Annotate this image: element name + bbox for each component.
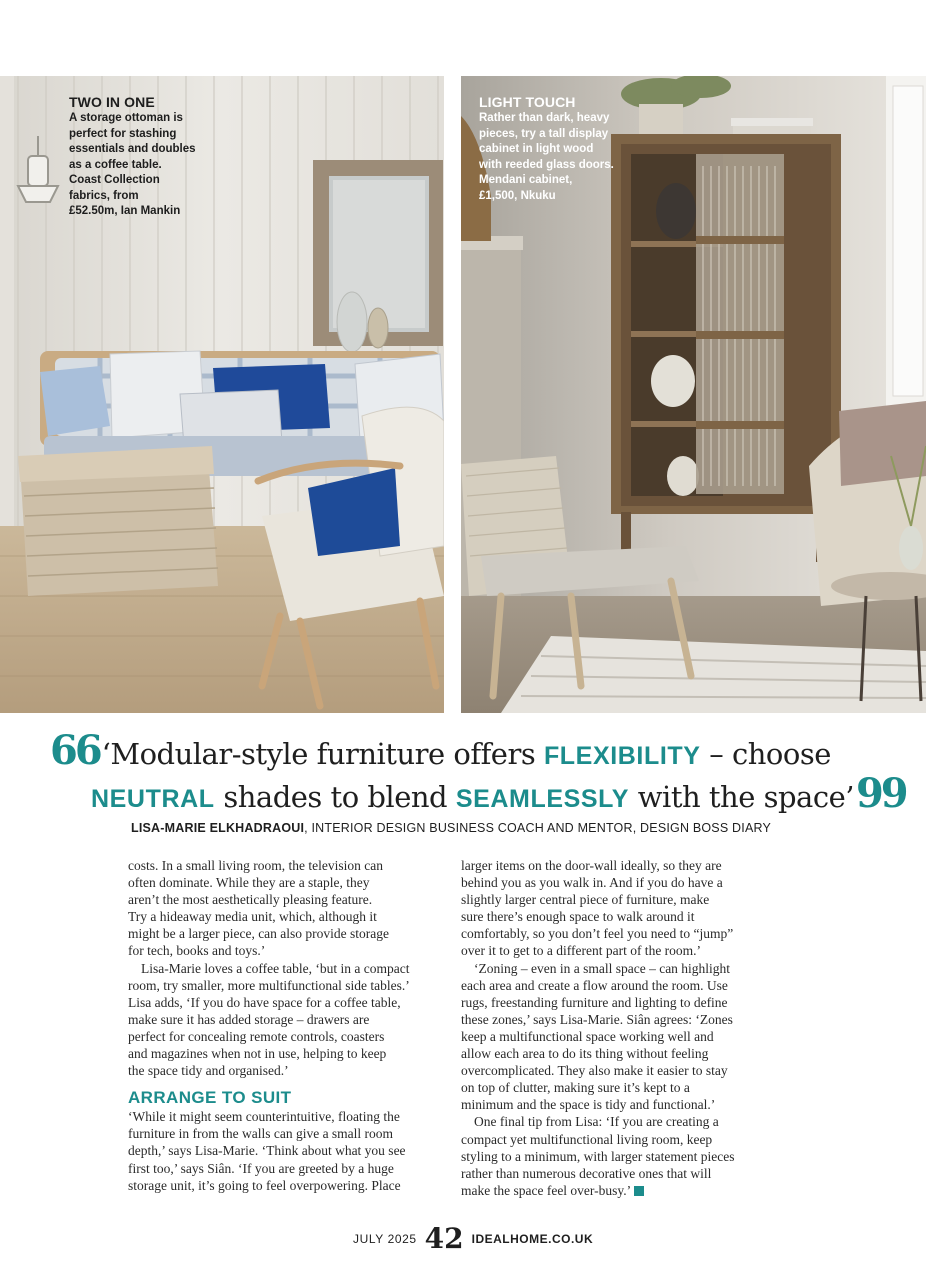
paragraph (128, 960, 444, 1080)
text-line: the space tidy and organised.’ (128, 1063, 289, 1079)
pull-quote (50, 727, 906, 818)
quote-text: – choose (700, 737, 831, 771)
caption-title: TWO IN ONE (69, 94, 155, 110)
text-line: minimum and the space is tidy and functional.’ (461, 1097, 716, 1113)
text-line: rugs, freestanding furniture and lighting to define (461, 994, 728, 1010)
paragraph (461, 1113, 777, 1198)
text-line: depth,’ says Lisa-Marie. ‘Think about what you see (128, 1143, 406, 1159)
text-line: allow each area to do its thing without feeling (461, 1046, 709, 1062)
website-url: IDEALHOME.CO.UK (471, 1232, 594, 1246)
text-line: comfortably, so you don’t feel you need to “jump” (461, 926, 734, 942)
paragraph (128, 1108, 444, 1193)
text-line: storage unit, it’s going to feel overpowering. Place (128, 1177, 401, 1193)
pull-quote-line-1 (50, 727, 876, 775)
text-line: make sure it has added storage – drawers are (128, 1011, 370, 1027)
caption-line: A storage ottoman is (69, 112, 183, 124)
caption-line: as a coffee table. (69, 158, 162, 171)
caption-line: perfect for stashing (69, 127, 177, 140)
caption-line: pieces, try a tall display (479, 127, 609, 140)
caption-line: Mendani cabinet, (479, 174, 573, 186)
text-line: One final tip from Lisa: ‘If you are creating a (474, 1114, 719, 1130)
paragraph (128, 857, 444, 960)
caption-line: fabrics, from (69, 189, 139, 202)
text-line: furniture in from the walls can give a small room (128, 1126, 394, 1142)
body-column-right (461, 857, 777, 1199)
text-line: Lisa adds, ‘If you do have space for a coffee table, (128, 994, 401, 1010)
quote-attribution (131, 820, 851, 836)
section-subheading: ARRANGE TO SUIT (128, 1088, 292, 1108)
caption-line: Rather than dark, heavy (479, 112, 610, 124)
paragraph (461, 857, 777, 960)
issue-date: JULY 2025 (353, 1232, 417, 1246)
caption-line: with reeded glass doors. (479, 158, 614, 171)
caption-line: Coast Collection (69, 174, 160, 186)
text-line: for tech, books and toys.’ (128, 943, 266, 959)
caption-line: £1,500, Nkuku (479, 189, 556, 202)
text-line: keep a multifunctional space working well and (461, 1028, 714, 1044)
open-quote-mark: 66 (50, 727, 100, 774)
text-line: ‘Zoning – even in a small space – can highlight (474, 960, 731, 976)
living-room-illustration (0, 76, 444, 713)
text-line: overcomplicated. They also make it easier to stay (461, 1063, 728, 1079)
caption-line: cabinet in light wood (479, 143, 594, 155)
text-line: costs. In a small living room, the television can (128, 858, 383, 873)
text-line: Try a hideaway media unit, which, although it (128, 909, 377, 925)
close-quote-mark: 99 (855, 770, 906, 817)
text-line-last (461, 1182, 777, 1199)
text-line: perfect for concealing remote controls, coasters (128, 1028, 385, 1044)
text-line: Lisa-Marie loves a coffee table, ‘but in a compact (141, 960, 410, 976)
body-column-left (128, 857, 444, 1194)
text-line: first too,’ says Siân. ‘If you are greeted by a huge (128, 1160, 394, 1176)
photo-caption-left (69, 93, 219, 220)
text-line: room, try smaller, more multifunctional side tables.’ (128, 977, 410, 993)
attribution-name: LISA-MARIE ELKHADRAOUI (131, 821, 305, 835)
quote-text: with the space’ (629, 780, 854, 814)
text-line: slightly larger central piece of furniture, make (461, 892, 710, 908)
text-line: styling to a minimum, with larger statement pieces (461, 1148, 735, 1164)
caption-line: essentials and doubles (69, 143, 196, 155)
page-number: 42 (424, 1222, 464, 1255)
quote-text: ‘Modular-style furniture offers (101, 737, 544, 771)
article-end-mark-icon (634, 1186, 644, 1196)
text-line: might be a larger piece, can also provide storage (128, 926, 390, 942)
text-line: on top of clutter, making sure it’s kept to a (461, 1080, 690, 1096)
pull-quote-line-2 (50, 770, 906, 818)
quote-highlight: FLEXIBILITY (543, 742, 701, 770)
attribution-role: , INTERIOR DESIGN BUSINESS COACH AND MENTOR, DESIGN BOSS DIARY (304, 821, 772, 835)
text-line: larger items on the door-wall ideally, so they are (461, 858, 722, 873)
text-line: ‘While it might seem counterintuitive, floating the (128, 1109, 400, 1125)
text-line: compact yet multifunctional living room, keep (461, 1131, 713, 1147)
text-line: make the space feel over-busy.’ (461, 1182, 632, 1198)
quote-highlight: SEAMLESSLY (455, 785, 630, 813)
text-line: and magazines when not in use, helping to keep (128, 1046, 387, 1062)
caption-title: LIGHT TOUCH (479, 94, 576, 110)
quote-highlight: NEUTRAL (91, 785, 215, 813)
text-line: these zones,’ says Lisa-Marie. Siân agrees: ‘Zones (461, 1011, 733, 1027)
text-line: aren’t the most aesthetically pleasing feature. (128, 892, 373, 908)
paragraph (461, 960, 777, 1114)
text-line: often dominate. While they are a staple, they (128, 875, 370, 891)
quote-text: shades to blend (214, 780, 456, 814)
caption-line: £52.50m, Ian Mankin (69, 205, 181, 217)
text-line: behind you as you walk in. And if you do have a (461, 875, 723, 891)
living-room-photo (0, 76, 444, 713)
text-line: over it to get to a different part of the room.’ (461, 943, 702, 959)
photo-caption-right (479, 93, 629, 204)
page-footer (353, 1222, 593, 1256)
text-line: sure there’s enough space to walk around it (461, 909, 695, 925)
text-line: rather than numerous decorative ones that will (461, 1165, 712, 1181)
text-line: each area and create a flow around the room. Use (461, 977, 728, 993)
